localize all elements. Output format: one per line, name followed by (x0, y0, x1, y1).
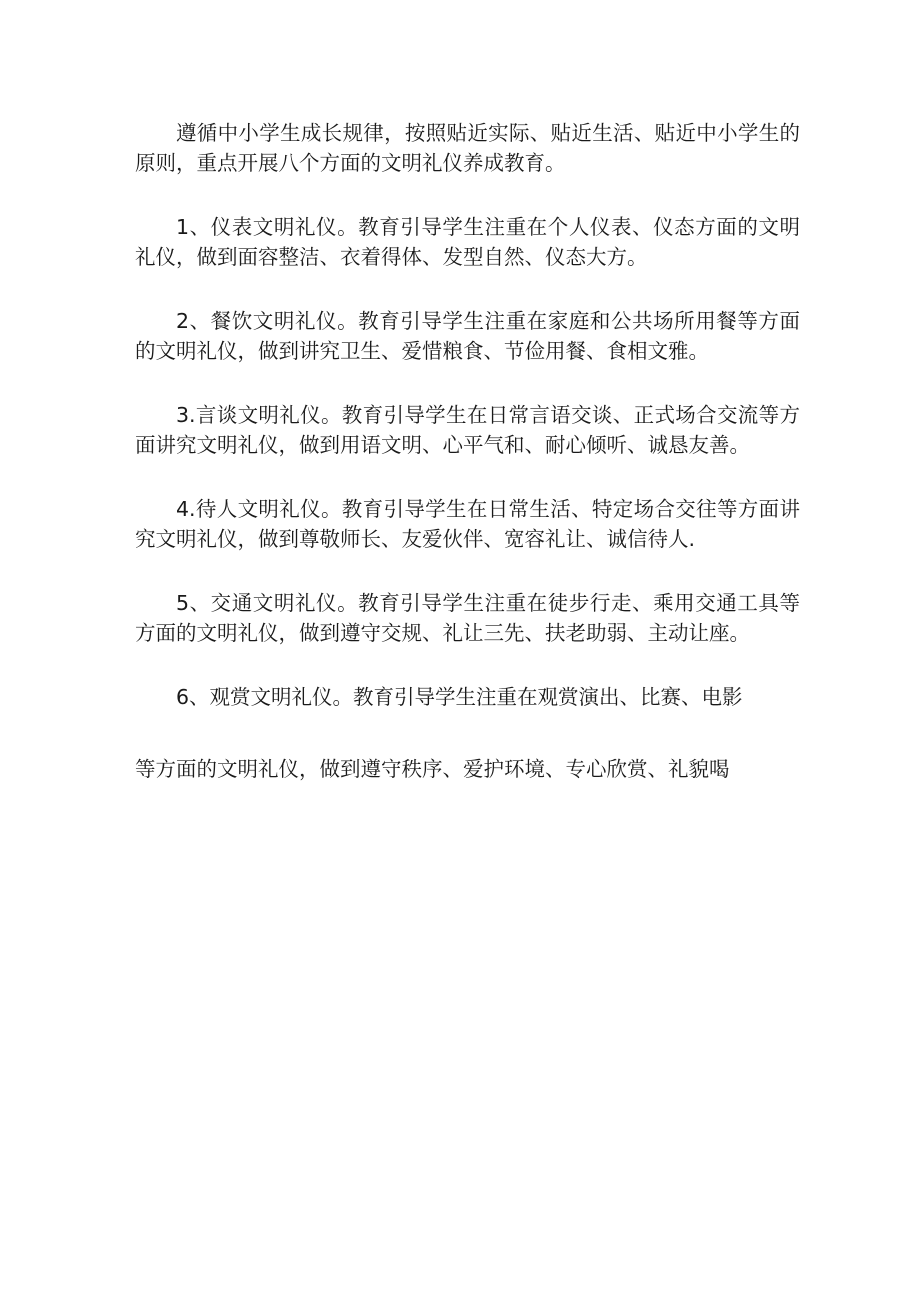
document-body (135, 118, 800, 784)
item-paragraph-5: 5、交通文明礼仪。教育引导学生注重在徒步行走、乘用交通工具等方面的文明礼仪，做到遵守交规、礼让三先、扶老助弱、主动让座。 (135, 591, 800, 645)
intro-paragraph: 遵循中小学生成长规律，按照贴近实际、贴近生活、贴近中小学生的原则，重点开展八个方面的文明礼仪养成教育。 (135, 121, 800, 175)
item-paragraph-2: 2、餐饮文明礼仪。教育引导学生注重在家庭和公共场所用餐等方面的文明礼仪，做到讲究卫生、爱惜粮食、节俭用餐、食相文雅。 (135, 309, 800, 363)
item-6-line-1: 6、观赏文明礼仪。教育引导学生注重在观赏演出、比赛、电影 (176, 685, 743, 709)
item-paragraph-4: 4.待人文明礼仪。教育引导学生在日常生活、特定场合交往等方面讲究文明礼仪，做到尊敬师长、友爱伙伴、宽容礼让、诚信待人. (135, 497, 800, 551)
item-paragraph-6 (135, 682, 800, 784)
item-paragraph-1: 1、仪表文明礼仪。教育引导学生注重在个人仪表、仪态方面的文明礼仪，做到面容整洁、衣着得体、发型自然、仪态大方。 (135, 215, 800, 269)
item-paragraph-3: 3.言谈文明礼仪。教育引导学生在日常言语交谈、正式场合交流等方面讲究文明礼仪，做到用语文明、心平气和、耐心倾听、诚恳友善。 (135, 403, 800, 457)
item-6-line-2: 等方面的文明礼仪，做到遵守秩序、爱护环境、专心欣赏、礼貌喝 (135, 757, 730, 781)
